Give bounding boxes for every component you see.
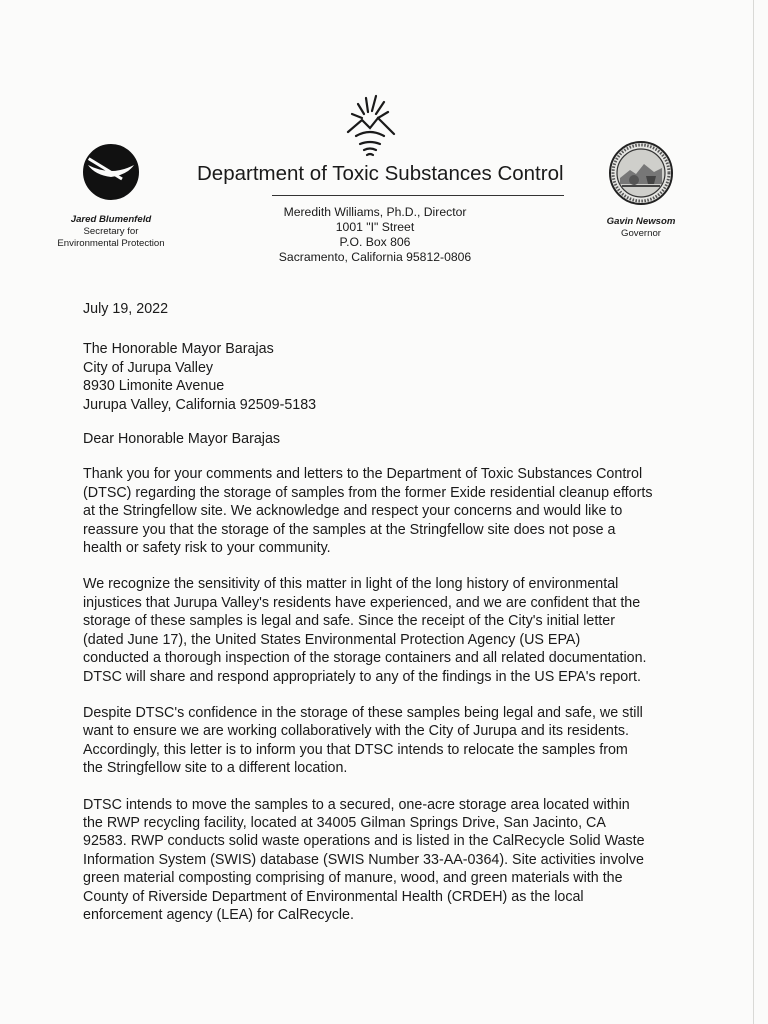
paragraph-line: 92583. RWP conducts solid waste operations and is listed in the CalRecycle Solid Waste (83, 833, 645, 850)
paragraph-line: Despite DTSC's confidence in the storage of these samples being legal and safe, we still (83, 704, 643, 721)
director-name: Meredith Williams, Ph.D., Director (283, 205, 467, 219)
right-official-block (598, 216, 684, 240)
paragraph-4 (83, 796, 683, 925)
recipient-line: Jurupa Valley, California 92509-5183 (83, 396, 317, 413)
paragraph-line: reassure you that the storage of the samples at the Stringfellow site does not pose a (83, 521, 616, 538)
director-address-block (240, 205, 510, 265)
paragraph-line: injustices that Jurupa Valley's residents have experienced, and we are confident that the (83, 594, 641, 611)
right-official-title: Governor (621, 228, 661, 239)
paragraph-line: Accordingly, this letter is to inform you that DTSC intends to relocate the samples from (83, 741, 628, 758)
recipient-line: 8930 Limonite Avenue (83, 378, 225, 395)
paragraph-3 (83, 704, 683, 778)
street-address: 1001 "I" Street (335, 220, 415, 234)
paragraph-line: green material composting comprising of manure, wood, and green materials with the (83, 870, 623, 887)
calepa-logo-icon (82, 143, 140, 201)
paragraph-line: want to ensure we are working collaboratively with the City of Jurupa and its residents. (83, 723, 629, 740)
city-state-zip: Sacramento, California 95812-0806 (278, 250, 472, 264)
paragraph-line: (dated June 17), the United States Environmental Protection Agency (US EPA) (83, 631, 581, 648)
paragraph-line: We recognize the sensitivity of this matter in light of the long history of environmental (83, 576, 619, 593)
left-official-title-1: Secretary for (83, 226, 139, 237)
right-official-name: Gavin Newsom (606, 216, 676, 227)
paragraph-line: the Stringfellow site to a different location. (83, 760, 348, 777)
po-box: P.O. Box 806 (339, 235, 411, 249)
department-title: Department of Toxic Substances Control (197, 162, 564, 185)
paragraph-line: conducted a thorough inspection of the storage containers and all related documentation. (83, 650, 647, 667)
paragraph-line: the RWP recycling facility, located at 34005 Gilman Springs Drive, San Jacinto, CA (83, 814, 606, 831)
left-official-title-2: Environmental Protection (57, 238, 165, 249)
letter-date: July 19, 2022 (83, 301, 169, 317)
paragraph-line: DTSC will share and respond appropriately to any of the findings in the US EPA's report. (83, 668, 641, 685)
sun-mountain-water-logo-icon (338, 92, 402, 164)
paragraph-2 (83, 575, 683, 685)
page-edge-line (753, 0, 754, 1024)
left-official-name: Jared Blumenfeld (70, 214, 152, 225)
paragraph-line: enforcement agency (LEA) for CalRecycle. (83, 906, 354, 923)
paragraph-line: Information System (SWIS) database (SWIS Number 33-AA-0364). Site activities involve (83, 851, 644, 868)
paragraph-line: health or safety risk to your community. (83, 540, 331, 557)
recipient-address (83, 340, 683, 414)
letter-body (83, 300, 683, 942)
paragraph-line: Thank you for your comments and letters to the Department of Toxic Substances Control (83, 466, 643, 483)
salutation: Dear Honorable Mayor Barajas (83, 431, 281, 448)
paragraph-line: (DTSC) regarding the storage of samples from the former Exide residential cleanup efforts (83, 484, 653, 501)
paragraph-line: County of Riverside Department of Environmental Health (CRDEH) as the local (83, 888, 584, 905)
paragraph-line: at the Stringfellow site. We acknowledge and respect your concerns and would like to (83, 503, 623, 520)
paragraph-line: DTSC intends to move the samples to a secured, one-acre storage area located within (83, 796, 630, 813)
paragraph-1 (83, 465, 683, 557)
recipient-line: City of Jurupa Valley (83, 359, 214, 376)
paragraph-line: storage of these samples is legal and safe. Since the receipt of the City's initial letter (83, 613, 615, 630)
left-official-block (50, 214, 172, 250)
recipient-line: The Honorable Mayor Barajas (83, 341, 274, 358)
header-divider (272, 195, 564, 196)
california-state-seal-icon (608, 140, 674, 206)
